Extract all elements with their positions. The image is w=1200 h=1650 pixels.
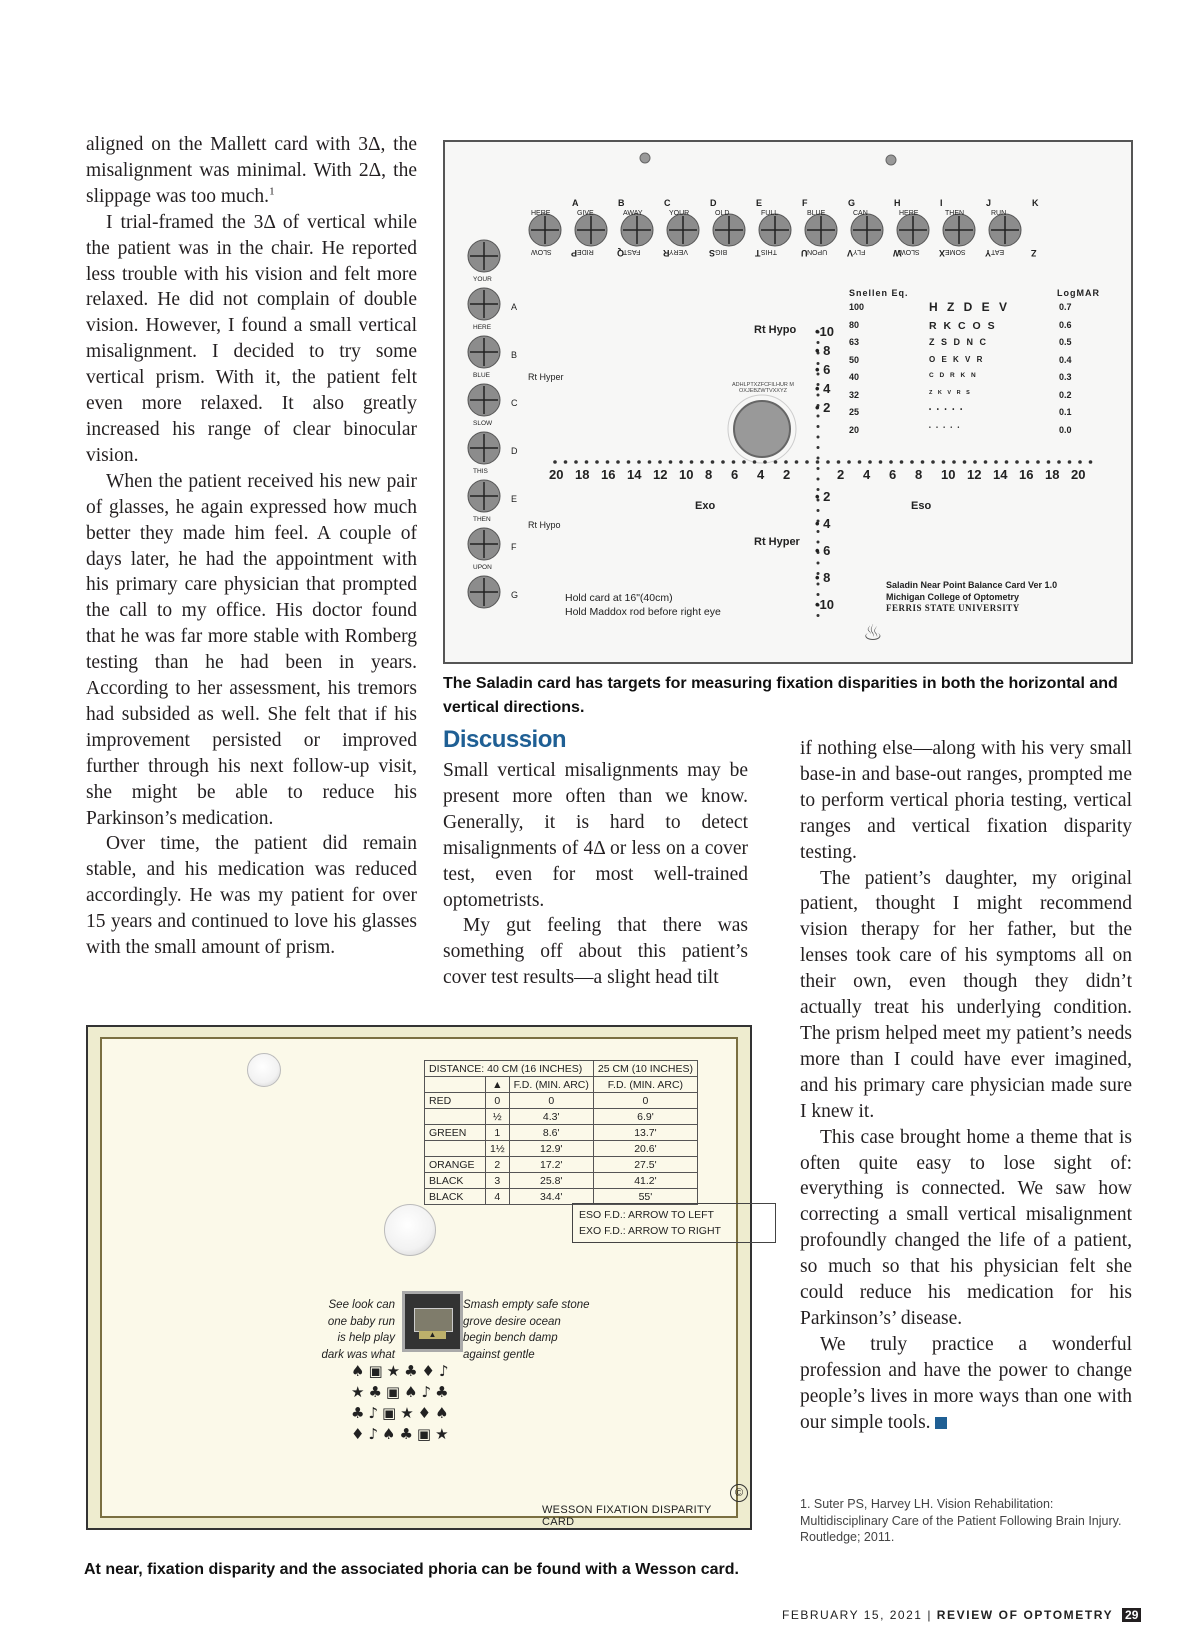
- table-cell: 25.8': [509, 1173, 593, 1189]
- horizontal-scale-value: 16: [1019, 467, 1034, 482]
- page-footer: [782, 1608, 1141, 1622]
- acuity-letters: Z K V R S: [929, 389, 972, 396]
- table-cell: 34.4': [509, 1189, 593, 1205]
- issue-date: FEBRUARY 15, 2021: [782, 1608, 923, 1622]
- bottom-target-letter: R: [663, 248, 670, 258]
- table-cell: [425, 1077, 486, 1093]
- vertical-scale-value: •10: [815, 324, 835, 339]
- table-cell: 2: [486, 1157, 510, 1173]
- fixation-words-right: [463, 1297, 663, 1363]
- table-cell: 8.6': [509, 1125, 593, 1141]
- acuity-letters: • • • • •: [929, 424, 962, 431]
- body-column-2: [443, 726, 748, 991]
- acuity-letters: R K C O S: [929, 319, 997, 332]
- left-target-word: BLUE: [473, 372, 490, 379]
- symbol-row: ♦♪♠♣▣★: [351, 1425, 453, 1443]
- bottom-target-letter: U: [801, 248, 808, 258]
- table-cell: 41.2': [593, 1173, 697, 1189]
- snellen-value: 63: [849, 337, 860, 347]
- ring-letters: ADHLPTXZFCFILHUR MOXJEBZWTVXXYZ: [731, 382, 795, 394]
- paragraph: My gut feeling that there was something off about this patient’s cover test results—a slight head tilt: [443, 915, 748, 989]
- horizontal-scale-value: 6: [731, 467, 739, 482]
- table-row: [425, 1157, 698, 1173]
- bottom-target-word: FLY: [853, 248, 866, 255]
- vertical-scale-value: • 4: [815, 516, 831, 531]
- word-line: is help play: [337, 1332, 395, 1344]
- bottom-target-word: VERY: [669, 248, 688, 255]
- vertical-scale-value: • 2: [815, 489, 831, 504]
- table-cell: 13.7': [593, 1125, 697, 1141]
- exo-note: EXO F.D.: ARROW TO RIGHT: [579, 1225, 721, 1237]
- bottom-target-letter: S: [709, 248, 716, 258]
- vertical-scale-value: • 2: [815, 400, 831, 415]
- horizontal-scale-value: 20: [1071, 467, 1086, 482]
- top-target-letter: G: [848, 198, 856, 208]
- table-row: [425, 1109, 698, 1125]
- horizontal-scale-value: 12: [653, 467, 668, 482]
- table-header-arrow: ▲: [486, 1077, 510, 1093]
- bottom-target-letter: P: [571, 248, 578, 258]
- footnote-ref[interactable]: 1: [269, 185, 275, 198]
- top-target-letter: A: [572, 198, 579, 208]
- top-target-word: RUN: [991, 210, 1007, 217]
- symbol-row: ★♣▣♠♪♣: [351, 1383, 453, 1401]
- table-cell: 1½: [486, 1141, 510, 1157]
- arrow-scale-window: [402, 1291, 463, 1352]
- table-row: [425, 1093, 698, 1109]
- snellen-value: 32: [849, 389, 860, 400]
- word-line: dark was what: [321, 1348, 395, 1361]
- page-number: 29: [1122, 1608, 1141, 1622]
- bottom-target-word: FAST: [623, 248, 641, 255]
- word-line: begin bench damp: [463, 1332, 558, 1344]
- symbol-targets: [351, 1361, 453, 1445]
- paragraph: Over time, the patient did remain stable, and his medication was reduced accordingly. He was my patient for over 15 years and continued to love his glasses with the small amount of prism.: [86, 833, 417, 959]
- copyright-mark: ©: [730, 1484, 748, 1502]
- snellen-value: 25: [849, 407, 860, 417]
- paragraph: This case brought home a theme that is often quite easy to lose sight of: everything is connected. We saw how correcting a small vertical misalignment profoundly changed the life of a patient, so much so that his physician felt she could reduce his medication for his Parkinson’s’ disease.: [800, 1126, 1132, 1329]
- top-target-letter: J: [986, 198, 992, 208]
- table-cell: BLACK: [425, 1173, 486, 1189]
- bottom-target-word: SLOW: [531, 248, 552, 255]
- left-target-letter: F: [511, 542, 517, 552]
- bottom-target-letter: X: [939, 248, 946, 258]
- table-cell: 55': [593, 1189, 697, 1205]
- saladin-card-figure: [443, 140, 1133, 664]
- horizontal-scale-value: 4: [757, 467, 765, 482]
- paragraph: I trial-framed the 3Δ of vertical while the patient was in the chair. He reported less trouble with his vision and felt more relaxed. He did not complain of double vision. However, I found a small vertical misalignment. I decided to try some vertical prism. With it, the patient felt even more relaxed. It also greatly increased his range of clear binocular vision.: [86, 211, 417, 466]
- horizontal-scale-value: 8: [705, 467, 713, 482]
- fixation-words-left: [278, 1297, 395, 1363]
- symbol-row: ♠▣★♣♦♪: [351, 1362, 453, 1380]
- wesson-brand: WESSON FIXATION DISPARITY CARD: [542, 1504, 712, 1528]
- vertical-scale-value: • 4: [815, 381, 831, 396]
- left-target-letter: A: [511, 302, 518, 312]
- top-target-word: OLD: [715, 210, 730, 217]
- bottom-target-word: SLOW: [899, 248, 920, 255]
- paragraph: aligned on the Mallett card with 3Δ, the misalignment was minimal. With 2Δ, the slippage was too much.$^1$: [86, 134, 417, 207]
- logmar-value: 0.7: [1059, 302, 1072, 312]
- wesson-caption: At near, fixation disparity and the associated phoria can be found with a Wesson card.: [84, 1561, 739, 1578]
- paragraph: When the patient received his new pair of glasses, he again expressed how much better they made him feel. A couple of days later, he had the appointment with his primary care physician that prompted the call to my office. His doctor found that he was far more stable with Romberg testing than he had been in years. According to her assessment, his tremors had subsided as well. She felt that if his improvement persisted or improved further through his next follow-up visit, she might be able to reduce his Parkinson’s medication.: [86, 470, 417, 829]
- top-target-letter: D: [710, 198, 717, 208]
- left-target-word: HERE: [473, 324, 492, 331]
- bottom-target-word: RIDE: [577, 248, 594, 255]
- table-header-fd: F.D. (MIN. ARC): [593, 1077, 697, 1093]
- acuity-letters: • • • • •: [929, 407, 965, 413]
- top-target-letter: B: [618, 198, 625, 208]
- snellen-value: 40: [849, 372, 860, 382]
- left-target-word: SLOW: [473, 420, 493, 427]
- logmar-value: 0.3: [1059, 372, 1072, 382]
- end-of-article-mark: [935, 1417, 947, 1429]
- bottom-target-word: UPON: [807, 248, 828, 255]
- acuity-letters: H Z D E V: [929, 300, 1011, 314]
- left-target-letter: C: [511, 398, 518, 408]
- table-cell: ORANGE: [425, 1157, 486, 1173]
- logmar-value: 0.5: [1059, 337, 1072, 347]
- table-cell: [425, 1141, 486, 1157]
- vertical-scale-value: • 6: [815, 543, 831, 558]
- word-line: See look can: [328, 1299, 395, 1311]
- horizontal-scale-value: 6: [889, 467, 897, 482]
- word-line: grove desire ocean: [463, 1315, 561, 1328]
- publication-name: REVIEW OF OPTOMETRY: [936, 1608, 1114, 1622]
- horizontal-scale-value: 4: [863, 467, 871, 482]
- snellen-value: 50: [849, 354, 860, 365]
- wesson-card-figure: [86, 1025, 752, 1530]
- fixation-disparity-table: [424, 1060, 698, 1205]
- logmar-value: 0.1: [1059, 407, 1072, 417]
- top-target-word: AWAY: [623, 210, 643, 217]
- saladin-caption: The Saladin card has targets for measuring fixation disparities in both the horizontal and vertical directions.: [443, 675, 1118, 716]
- horizontal-scale-value: 20: [549, 467, 564, 482]
- top-target-letter: I: [940, 198, 943, 208]
- table-cell: 1: [486, 1125, 510, 1141]
- left-target-word: YOUR: [473, 276, 492, 283]
- top-target-letter: C: [664, 198, 671, 208]
- bottom-target-letter: T: [755, 248, 761, 258]
- horizontal-scale-value: 2: [783, 467, 791, 482]
- bottom-target-letter: W: [893, 248, 902, 258]
- table-cell: 17.2': [509, 1157, 593, 1173]
- footer-separator: |: [927, 1608, 932, 1622]
- bottom-target-letter: V: [847, 248, 854, 258]
- horizontal-scale-value: 2: [837, 467, 845, 482]
- bottom-target-word: EAT: [991, 248, 1005, 255]
- logmar-value: 0.4: [1059, 354, 1072, 365]
- wesson-card-face: [100, 1037, 744, 1528]
- word-line: one baby run: [327, 1315, 395, 1328]
- table-cell: 6.9': [593, 1109, 697, 1125]
- disparity-direction-box: [572, 1203, 776, 1243]
- snellen-value: 20: [849, 424, 860, 435]
- arrow-indicator: ▲: [419, 1331, 446, 1339]
- left-target-letter: E: [511, 494, 518, 504]
- acuity-letters: Z S D N C: [929, 337, 989, 347]
- hold-card-instruction: Hold card at 16"(40cm): [565, 592, 673, 604]
- table-row: [425, 1125, 698, 1141]
- word-line: against gentle: [463, 1348, 535, 1361]
- top-target-word: BLUE: [807, 210, 826, 217]
- table-cell: 0: [486, 1093, 510, 1109]
- horizontal-scale-value: 10: [941, 467, 956, 482]
- top-target-letter: K: [1032, 198, 1039, 208]
- table-cell: 4.3': [509, 1109, 593, 1125]
- table-row: [425, 1141, 698, 1157]
- top-target-letter: E: [756, 198, 763, 208]
- horizontal-scale-value: 14: [627, 467, 642, 482]
- card-title: Saladin Near Point Balance Card Ver 1.0: [886, 580, 1058, 590]
- paragraph: Small vertical misalignments may be present more often than we know. Generally, it is hard to detect misalignments of 4Δ or less on a cover test, even for most well-trained optometrists.: [443, 760, 748, 911]
- horizontal-scale-value: 10: [679, 467, 694, 482]
- logmar-value: 0.2: [1059, 389, 1072, 400]
- table-header-distance: DISTANCE: 40 CM (16 INCHES): [425, 1061, 594, 1077]
- rt-hyper-label-lower: Rt Hyper: [754, 536, 800, 548]
- card-credits: [886, 580, 1057, 615]
- bottom-target-word: SOME: [945, 248, 966, 255]
- left-target-word: THIS: [473, 468, 488, 475]
- top-target-letter: H: [894, 198, 901, 208]
- bottom-target-word: BIG: [715, 248, 728, 255]
- table-header-fd: F.D. (MIN. ARC): [509, 1077, 593, 1093]
- horizontal-scale-value: 8: [915, 467, 923, 482]
- horizontal-scale-value: 12: [967, 467, 982, 482]
- table-cell: 3: [486, 1173, 510, 1189]
- top-target-letter: F: [802, 198, 808, 208]
- top-target-word: CAN: [853, 210, 868, 217]
- snellen-value: 80: [849, 319, 860, 330]
- paragraph: if nothing else—along with his very small base-in and base-out ranges, prompted me to perform vertical phoria testing, vertical ranges and vertical fixation disparity testing.: [800, 738, 1132, 863]
- university-name: FERRIS STATE UNIVERSITY: [886, 603, 1020, 613]
- table-cell: 0: [509, 1093, 593, 1109]
- symbol-row: ♣♪▣★♦♠: [351, 1404, 453, 1422]
- word-line: Smash empty safe stone: [463, 1299, 590, 1311]
- table-cell: RED: [425, 1093, 486, 1109]
- top-target-word: HERE: [531, 210, 551, 217]
- horizontal-scale-value: 18: [575, 467, 590, 482]
- body-column-3: [800, 736, 1132, 1435]
- bottom-target-letter: Y: [985, 248, 992, 258]
- vertical-scale-value: • 8: [815, 343, 831, 358]
- logmar-value: 0.0: [1059, 424, 1072, 435]
- rt-hypo-label: Rt Hypo: [754, 324, 797, 336]
- acuity-letters: O E K V R: [929, 354, 985, 364]
- snellen-label: Snellen Eq.: [849, 288, 909, 298]
- card-hole: [247, 1053, 281, 1087]
- left-target-letter: B: [511, 350, 518, 360]
- table-cell: BLACK: [425, 1189, 486, 1205]
- top-target-word: THEN: [945, 210, 965, 217]
- table-cell: 4: [486, 1189, 510, 1205]
- table-cell: 0: [593, 1093, 697, 1109]
- table-cell: 12.9': [509, 1141, 593, 1157]
- top-target-word: GIVE: [577, 210, 594, 217]
- card-hole: [384, 1204, 436, 1256]
- left-target-word: UPON: [473, 564, 492, 571]
- logmar-label: LogMAR: [1057, 288, 1100, 298]
- rt-hypo-label-lower: Rt Hypo: [528, 520, 561, 530]
- table-cell: ½: [486, 1109, 510, 1125]
- left-target-letter: D: [511, 446, 518, 456]
- logmar-value: 0.6: [1059, 319, 1072, 330]
- bottom-target-letter: Z: [1031, 248, 1037, 258]
- table-cell: 20.6': [593, 1141, 697, 1157]
- table-cell: 27.5': [593, 1157, 697, 1173]
- section-heading: Discussion: [443, 726, 567, 753]
- left-target-letter: G: [511, 590, 519, 600]
- rt-hyper-label: Rt Hyper: [528, 372, 564, 382]
- horizontal-scale-value: 16: [601, 467, 616, 482]
- vertical-scale-value: • 6: [815, 362, 831, 377]
- top-target-word: FULL: [761, 210, 779, 217]
- horizontal-scale-value: 18: [1045, 467, 1060, 482]
- vertical-scale-value: •10: [815, 597, 835, 612]
- table-row: [425, 1173, 698, 1189]
- maddox-instruction: Hold Maddox rod before right eye: [565, 606, 721, 618]
- bottom-target-word: THIS: [761, 248, 777, 255]
- scale-ticks: [414, 1308, 453, 1332]
- paragraph: The patient’s daughter, my original patient, thought I might recommend vision therapy for her father, but the lenses took care of his symptoms all on their own, even though they didn’t actually treat his underlying condition. The prism helped meet my patient’s needs more than I could have ever imagined, and his primary care physician made sure I knew it.: [800, 867, 1132, 1122]
- table-header-near: 25 CM (10 INCHES): [593, 1061, 697, 1077]
- table-cell: [425, 1109, 486, 1125]
- left-target-word: THEN: [473, 516, 491, 523]
- footnote: 1. Suter PS, Harvey LH. Vision Rehabilitation: Multidisciplinary Care of the Patient Following Brain Injury. Routledge; 2011.: [800, 1497, 1122, 1544]
- top-target-word: YOUR: [669, 210, 690, 217]
- snellen-value: 100: [849, 302, 865, 312]
- eso-note: ESO F.D.: ARROW TO LEFT: [579, 1209, 714, 1221]
- horizontal-scale-value: 14: [993, 467, 1008, 482]
- eso-label: Eso: [911, 500, 932, 512]
- body-column-1: [86, 132, 417, 961]
- paragraph: We truly practice a wonderful profession and have the power to change people’s lives in more ways than one with our simple tools.: [800, 1333, 1132, 1433]
- vertical-scale-value: • 8: [815, 570, 831, 585]
- table-cell: GREEN: [425, 1125, 486, 1141]
- acuity-letters: C D R K N: [929, 372, 978, 379]
- exo-label: Exo: [695, 500, 716, 512]
- college-name: Michigan College of Optometry: [886, 591, 1020, 602]
- bottom-target-letter: Q: [617, 248, 625, 258]
- svg-text:♨: ♨: [863, 621, 883, 646]
- top-target-word: HERE: [899, 210, 919, 217]
